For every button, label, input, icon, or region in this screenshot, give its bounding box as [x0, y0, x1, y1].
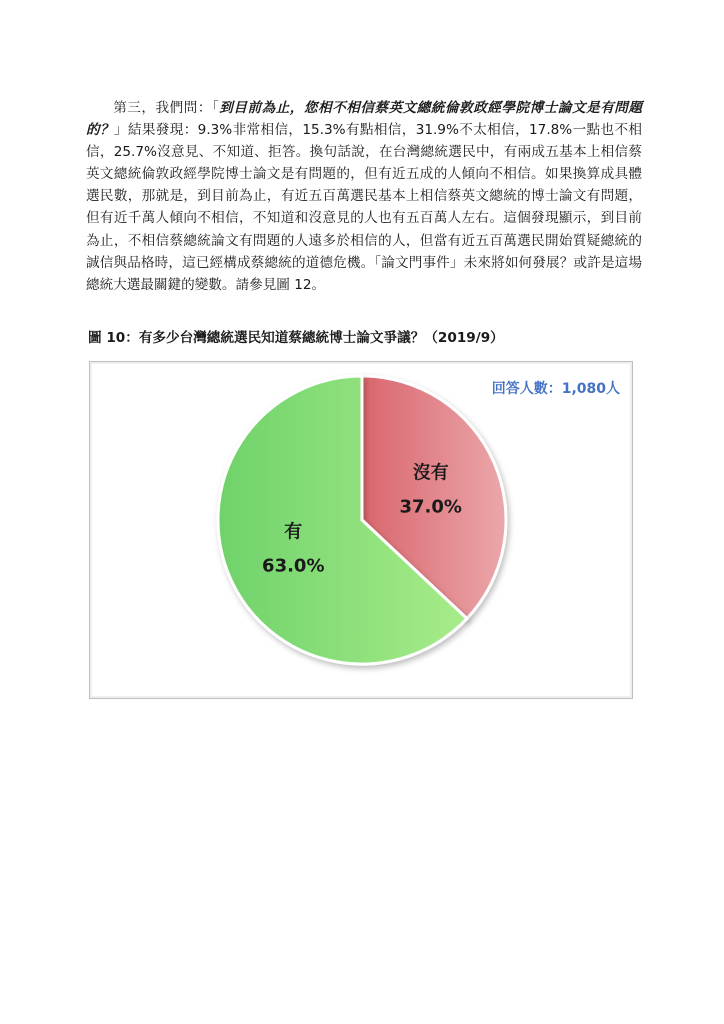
- figure-caption: 圖 10：有多少台灣總統選民知道蔡總統博士論文爭議？（2019/9）: [88, 330, 504, 346]
- slice-value-yes: 63.0%: [262, 555, 325, 577]
- slice-value-no: 37.0%: [399, 496, 462, 518]
- respondent-count: 回答人數：1,080人: [491, 381, 620, 397]
- pie-chart-frame: [89, 361, 633, 699]
- slice-label-yes: 有: [284, 521, 303, 543]
- pie-chart: [90, 362, 634, 700]
- slice-label-no: 沒有: [412, 462, 449, 484]
- survey-question: 到目前為止，您相不相信蔡英文總統倫敦政經學院博士論文是有問題的？: [86, 100, 643, 139]
- paragraph-lead: 第三，我們問：「: [113, 100, 220, 116]
- body-paragraph: [86, 97, 642, 296]
- paragraph-body: 」結果發現：9.3%非常相信，15.3%有點相信，31.9%不太相信，17.8%一點也不相信，25.7%沒意見、不知道、拒答。換句話說，在台灣總統選民中，有兩成五基本上相信蔡英文總統倫敦政經學院博士論文是有問題的，但有近五成的人傾向不相信。如果換算成具體選民數，那就是，到目前為止，有近五百萬選民基本上相信蔡英文總統的博士論文有問題，但有近千萬人傾向不相信，不知道和沒意見的人也有五百萬人左右。這個發現顯示，到目前為止，不相信蔡總統論文有問題的人遠多於相信的人，但當有近五百萬選民開始質疑總統的誠信與品格時，這已經構成蔡總統的道德危機。「論文門事件」未來將如何發展？或許是這場總統大選最關鍵的變數。請參見圖 12。: [86, 122, 642, 293]
